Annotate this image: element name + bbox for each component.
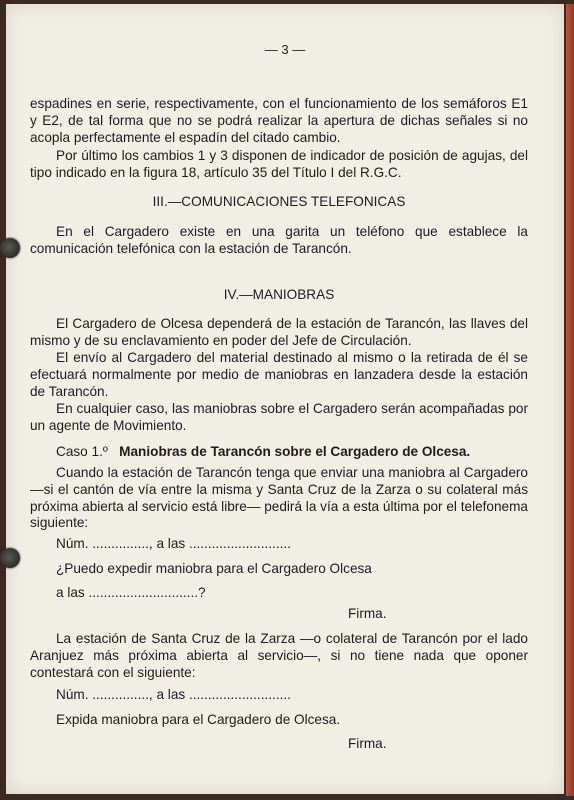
- case-label: Caso 1.º: [56, 444, 108, 459]
- paragraph-5: El envío al Cargadero del material destinado al mismo o la retirada de él se efectuará normalmente por medio de maniobras en lanzadera desde la estación de Tarancón.: [30, 350, 528, 399]
- paragraph-6: En cualquier caso, las maniobras sobre el Cargadero serán acompañadas por un agente de Movimiento.: [30, 401, 528, 433]
- signature-2: Firma.: [348, 736, 387, 751]
- paragraph-4: El Cargadero de Olcesa dependerá de la estación de Tarancón, las llaves del mismo y de su enclavamiento en poder del Jefe de Circulación.: [30, 316, 528, 348]
- case-title: Maniobras de Tarancón sobre el Cargadero de Olcesa.: [119, 444, 471, 459]
- telefonema-number-line-2: Núm. ..............., a las ...........................: [56, 687, 291, 702]
- case-1-heading: [30, 444, 528, 461]
- section-heading-iv: IV.—MANIOBRAS: [223, 287, 335, 302]
- document-page: [6, 4, 564, 794]
- telefonema-question: ¿Puedo expedir maniobra para el Cargadero Olcesa: [56, 561, 372, 576]
- paragraph-3: En el Cargadero existe en una garita un teléfono que establece la comunicación telefónica con la estación de Tarancón.: [30, 224, 528, 256]
- telefonema-reply: Expida maniobra para el Cargadero de Olcesa.: [56, 712, 341, 727]
- punch-hole-top: [0, 238, 20, 258]
- paragraph-2: Por último los cambios 1 y 3 disponen de indicador de posición de agujas, del tipo indicado en la figura 18, artículo 35 del Título I del R.G.C.: [30, 148, 528, 180]
- signature-1: Firma.: [348, 606, 387, 621]
- paragraph-7: Cuando la estación de Tarancón tenga que enviar una maniobra al Cargadero —si el cantón de vía entre la misma y Santa Cruz de la Zarza o su colateral más próxima abierta al servicio está libre— pedirá la vía a esta última por el telefonema siguiente:: [30, 465, 528, 531]
- paragraph-1: espadines en serie, respectivamente, con el funcionamiento de los semáforos E1 y E2, de tal forma que no se podrá realizar la apertura de dichas señales si no acopla perfectamente el espadín del citado cambio.: [30, 96, 528, 145]
- binding-edge: [566, 4, 574, 796]
- telefonema-time-line: a las .............................?: [56, 585, 206, 600]
- paragraph-8: La estación de Santa Cruz de la Zarza —o colateral de Tarancón por el lado Aranjuez más próxima abierta al servicio—, si no tiene nada que oponer contestará con el siguiente:: [30, 631, 528, 680]
- punch-hole-bottom: [0, 548, 20, 568]
- page-number: — 3 —: [264, 42, 306, 57]
- section-heading-iii: III.—COMUNICACIONES TELEFONICAS: [152, 194, 406, 209]
- telefonema-number-line-1: Núm. ..............., a las ...........................: [56, 536, 291, 551]
